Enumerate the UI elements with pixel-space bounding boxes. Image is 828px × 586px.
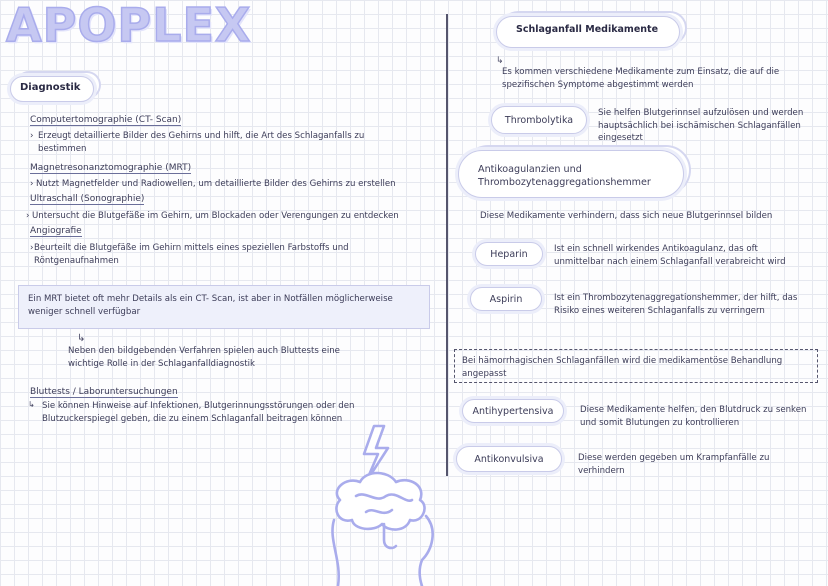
antihypertensiva-pill: Antihypertensiva bbox=[462, 399, 564, 423]
arrow-icon: ↳ bbox=[77, 333, 86, 344]
lab-text: Sie können Hinweise auf Infektionen, Blutgerinnungsstörungen oder den Blutzuckerspiegel geben, die zu einem Schlaganfall beitragen können bbox=[42, 401, 355, 424]
us-text: › Untersucht die Blutgefäße im Gehirn, um Blockaden oder Verengungen zu entdecken bbox=[26, 211, 399, 221]
column-divider bbox=[446, 14, 448, 476]
antikonvulsiva-text: Diese werden gegeben um Krampfanfälle zu verhindern bbox=[578, 453, 770, 476]
ct-title: Computertomographie (CT- Scan) bbox=[30, 115, 182, 125]
antikoag-text: Diese Medikamente verhindern, dass sich neue Blutgerinnsel bilden bbox=[480, 211, 773, 221]
haemorrhagic-note-text: Bei hämorrhagischen Schlaganfällen wird die medikamentöse Behandlung angepasst bbox=[462, 356, 783, 379]
lab-title: Bluttests / Laboruntersuchungen bbox=[30, 387, 178, 397]
antihypertensiva-text: Diese Medikamente helfen, den Blutdruck zu senken und somit Blutungen zu kontrollieren bbox=[580, 405, 807, 428]
medikamente-heading: Schlaganfall Medikamente bbox=[516, 24, 659, 35]
mrt-note-text: Ein MRT bietet oft mehr Details als ein CT- Scan, ist aber in Notfällen möglicherweise weniger schnell verfügbar bbox=[28, 294, 393, 317]
heparin-text: Ist ein schnell wirkendes Antikoagulanz, das oft unmittelbar nach einem Schlaganfall verabreicht wird bbox=[554, 244, 786, 267]
arrow-icon: ↳ bbox=[496, 56, 504, 66]
heparin-pill: Heparin bbox=[475, 242, 543, 266]
ct-text: › Erzeugt detaillierte Bilder des Gehirns und hilft, die Art des Schlaganfalls zu bestimmen bbox=[30, 131, 365, 154]
aspirin-pill: Aspirin bbox=[470, 287, 542, 311]
medikamente-intro: Es kommen verschiedene Medikamente zum Einsatz, die auf die spezifischen Symptome abgestimmt werden bbox=[502, 67, 780, 90]
us-title: Ultraschall (Sonographie) bbox=[30, 194, 145, 204]
antikoag-label: Antikoagulanzien und Thrombozytenaggregationshemmer bbox=[478, 164, 651, 188]
angio-title: Angiografie bbox=[30, 226, 82, 236]
diagnostik-heading: Diagnostik bbox=[20, 82, 81, 93]
page-title: APOPLEX bbox=[6, 0, 252, 52]
arrow-icon: ↳ bbox=[28, 400, 35, 409]
antikonvulsiva-pill: Antikonvulsiva bbox=[456, 446, 562, 472]
thrombolytika-text: Sie helfen Blutgerinnsel aufzulösen und werden hauptsächlich bei ischämischen Schlaganfällen eingesetzt bbox=[598, 108, 804, 143]
mrt-title: Magnetresonanztomographie (MRT) bbox=[30, 163, 192, 173]
bloodtest-intro: Neben den bildgebenden Verfahren spielen auch Bluttests eine wichtige Rolle in der Schlaganfalldiagnostik bbox=[68, 346, 340, 369]
angio-text: › Beurteilt die Blutgefäße im Gehirn mittels eines speziellen Farbstoffs und Röntgenaufnahmen bbox=[30, 243, 349, 266]
brain-head-illustration bbox=[326, 420, 446, 586]
thrombolytika-pill: Thrombolytika bbox=[491, 106, 587, 134]
aspirin-text: Ist ein Thrombozytenaggregationshemmer, der hilft, das Risiko eines weiteren Schlaganfalls zu verringern bbox=[554, 293, 798, 316]
mrt-text: › Nutzt Magnetfelder und Radiowellen, um detaillierte Bilder des Gehirns zu erstellen bbox=[30, 179, 396, 189]
